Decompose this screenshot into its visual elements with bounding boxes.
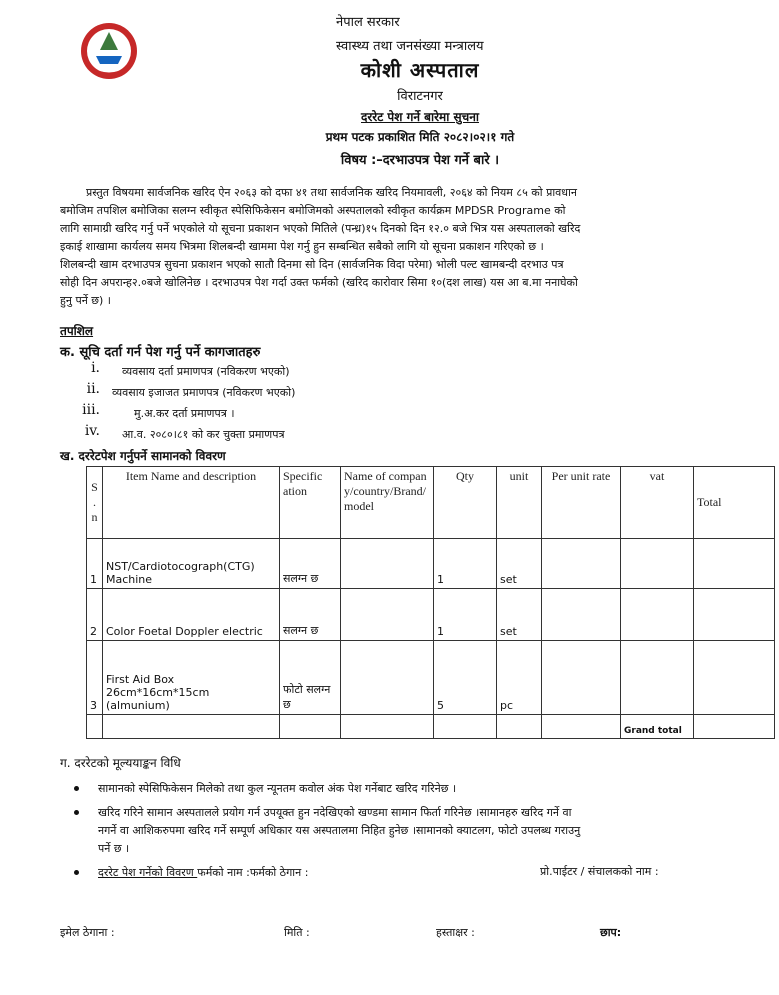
bullet-dot — [74, 786, 79, 791]
cell-sn: 2 — [87, 589, 103, 641]
cell-vat — [621, 539, 694, 589]
city-name: विराटनगर — [397, 89, 443, 104]
cell-unit: set — [497, 539, 542, 589]
header-spec: Specific ation — [280, 467, 341, 539]
bullet-dot — [74, 810, 79, 815]
bullet-line: नगर्ने वा आशिकरुपमा खरिद गर्ने सम्पूर्ण अधिकार यस अस्पतालमा निहित हुनेछ ।सामानको क्याटलग, फोटो उपलब्ध गराउनु — [98, 824, 581, 837]
table-header-row — [87, 467, 775, 539]
cell-empty — [542, 715, 621, 739]
signature-label: हस्ताक्षर : — [436, 926, 475, 939]
cell-grand-total — [694, 715, 775, 739]
section-ka-title: क. सूचि दर्ता गर्न पेश गर्नु पर्ने कागजातहरु — [60, 345, 261, 360]
cell-spec: सलग्न छ — [280, 539, 341, 589]
body-line: सोही दिन अपरान्ह२.०बजे खोलिनेछ । दरभाउपत्र पेश गर्दा उक्त फर्मको (खरिद कारोवार सिमा १०(दश लाख) यस आ ब.मा ननाघेको — [60, 276, 578, 289]
cell-sn: 1 — [87, 539, 103, 589]
bullet-item — [82, 864, 772, 882]
date-label: मिति : — [284, 926, 310, 939]
tapsil-heading: तपशिल — [60, 324, 94, 338]
bullet-underlined-text: दररेट पेश गर्नेको विवरण — [98, 866, 198, 879]
table-row — [87, 641, 775, 715]
table-row — [87, 589, 775, 641]
section-ga-title: ग. दररेटको मूल्ययाङ्कन विधि — [60, 756, 181, 770]
cell-company — [341, 589, 434, 641]
header-qty: Qty — [434, 467, 497, 539]
stamp-label: छाप: — [600, 926, 622, 939]
list-item — [60, 362, 460, 382]
cell-empty — [341, 715, 434, 739]
cell-qty: 1 — [434, 589, 497, 641]
publish-date: प्रथम पटक प्रकाशित मिति २०८२।०२।१ गते — [325, 130, 515, 144]
header-item: Item Name and description — [103, 467, 280, 539]
section-kha-title: ख. दररेटपेश गर्नुपर्ने सामानको विवरण — [60, 449, 226, 463]
cell-vat — [621, 589, 694, 641]
cell-rate — [542, 539, 621, 589]
body-line: लागि सामाग्री खरिद गर्नु पर्ने भएकोले यो सूचना प्रकाशन भएको मितिले (पन्ध्र)१५ दिनको दिन १२.० बजे भित्र यस अस्पतालको खरिद — [60, 222, 581, 235]
email-label: इमेल ठेगाना : — [60, 926, 115, 939]
list-text: आ.व. २०८०।८१ को कर चुक्ता प्रमाणपत्र — [122, 428, 285, 441]
header-rate: Per unit rate — [542, 467, 621, 539]
subject-line: विषय :–दरभाउपत्र पेश गर्ने बारे । — [340, 153, 500, 168]
bullet-dot — [74, 870, 79, 875]
list-text: व्यवसाय इजाजत प्रमाणपत्र (नविकरण भएको) — [112, 386, 296, 399]
body-line: बमोजिम तपशिल बमोजिका सलग्न स्वीकृत स्पेसिफिकेसन बमोजिमको अस्पतालको स्वीकृत कार्यक्रम MPDSR Programe को — [60, 204, 566, 217]
govt-name: नेपाल सरकार — [336, 15, 400, 30]
cell-total — [694, 539, 775, 589]
list-number: ii. — [86, 381, 100, 397]
document-list — [60, 362, 460, 446]
list-number: iii. — [82, 402, 100, 418]
list-item — [60, 425, 460, 445]
body-line: शिलबन्दी खाम दरभाउपत्र सुचना प्रकाशन भएको सातौ दिनमा सो दिन (सार्वजनिक विदा परेमा) भोली पल्ट खामबन्दी दरभाउ पत्र — [60, 258, 564, 271]
cell-vat — [621, 641, 694, 715]
cell-company — [341, 641, 434, 715]
cell-spec: सलग्न छ — [280, 589, 341, 641]
hospital-name: कोशी अस्पताल — [360, 58, 480, 82]
bullet-item — [82, 804, 772, 858]
body-line: इकाई शाखामा कार्यलय समय भित्रमा शिलबन्दी खाममा पेश गर्नु हुन सम्बन्धित सबैको लागि यो सूचना प्रकाशन गरिएको छ । — [60, 240, 544, 253]
nepal-emblem-logo — [78, 20, 140, 82]
cell-empty — [497, 715, 542, 739]
cell-spec: फोटो सलग्न छ — [280, 641, 341, 715]
bullet-line: पर्ने छ । — [98, 842, 130, 855]
header-total: Total — [694, 467, 775, 539]
cell-item: NST/Cardiotocograph(CTG) Machine — [103, 539, 280, 589]
bullet-text: सामानको स्पेसिफिकेसन मिलेको तथा कुल न्यूनतम कवोल अंक पेश गर्नेबाट खरिद गरिनेछ । — [98, 782, 457, 795]
list-item — [60, 404, 460, 424]
cell-company — [341, 539, 434, 589]
bullet-item — [82, 780, 772, 798]
list-item — [60, 383, 460, 403]
header-vat: vat — [621, 467, 694, 539]
header-unit: unit — [497, 467, 542, 539]
cell-rate — [542, 589, 621, 641]
cell-empty — [103, 715, 280, 739]
proprietor-label: प्रो.पाईटर / संचालकको नाम : — [540, 865, 659, 878]
items-table — [86, 466, 775, 739]
list-number: i. — [91, 360, 100, 376]
bullet-line: खरिद गरिने सामान अस्पतालले प्रयोग गर्न उपयूक्त हुन नदेखिएको खण्डमा सामान फिर्ता गरिनेछ ।सामानहरु खरिद गर्ने वा — [98, 806, 572, 819]
cell-total — [694, 589, 775, 641]
grand-total-row — [87, 715, 775, 739]
cell-unit: set — [497, 589, 542, 641]
table-row — [87, 539, 775, 589]
body-line: हुनु पर्ने छ) । — [60, 294, 111, 307]
header-company: Name of company/country/Brand/model — [341, 467, 434, 539]
cell-unit: pc — [497, 641, 542, 715]
grand-total-label: Grand total — [621, 715, 694, 739]
cell-qty: 5 — [434, 641, 497, 715]
cell-rate — [542, 641, 621, 715]
body-line: प्रस्तुत विषयमा सार्वजनिक खरिद ऐन २०६३ को दफा ४१ तथा सार्वजनिक खरिद नियमावली, २०६४ को नियम ८५ को प्रावधान — [86, 186, 578, 199]
notice-title: दररेट पेश गर्ने बारेमा सुचना — [361, 110, 479, 124]
notice-body — [60, 184, 778, 310]
cell-empty — [280, 715, 341, 739]
cell-empty — [434, 715, 497, 739]
cell-total — [694, 641, 775, 715]
cell-empty — [87, 715, 103, 739]
cell-item: First Aid Box 26cm*16cm*15cm (almunium) — [103, 641, 280, 715]
list-number: iv. — [84, 423, 100, 439]
bullet-text: फर्मको नाम :फर्मको ठेगान : — [197, 866, 309, 879]
cell-sn: 3 — [87, 641, 103, 715]
cell-qty: 1 — [434, 539, 497, 589]
ministry-name: स्वास्थ्य तथा जनसंख्या मन्त्रालय — [336, 39, 484, 54]
list-text: व्यवसाय दर्ता प्रमाणपत्र (नविकरण भएको) — [122, 365, 290, 378]
cell-item: Color Foetal Doppler electric — [103, 589, 280, 641]
list-text: मु.अ.कर दर्ता प्रमाणपत्र । — [134, 407, 235, 420]
header-sn: S . n — [87, 467, 103, 539]
